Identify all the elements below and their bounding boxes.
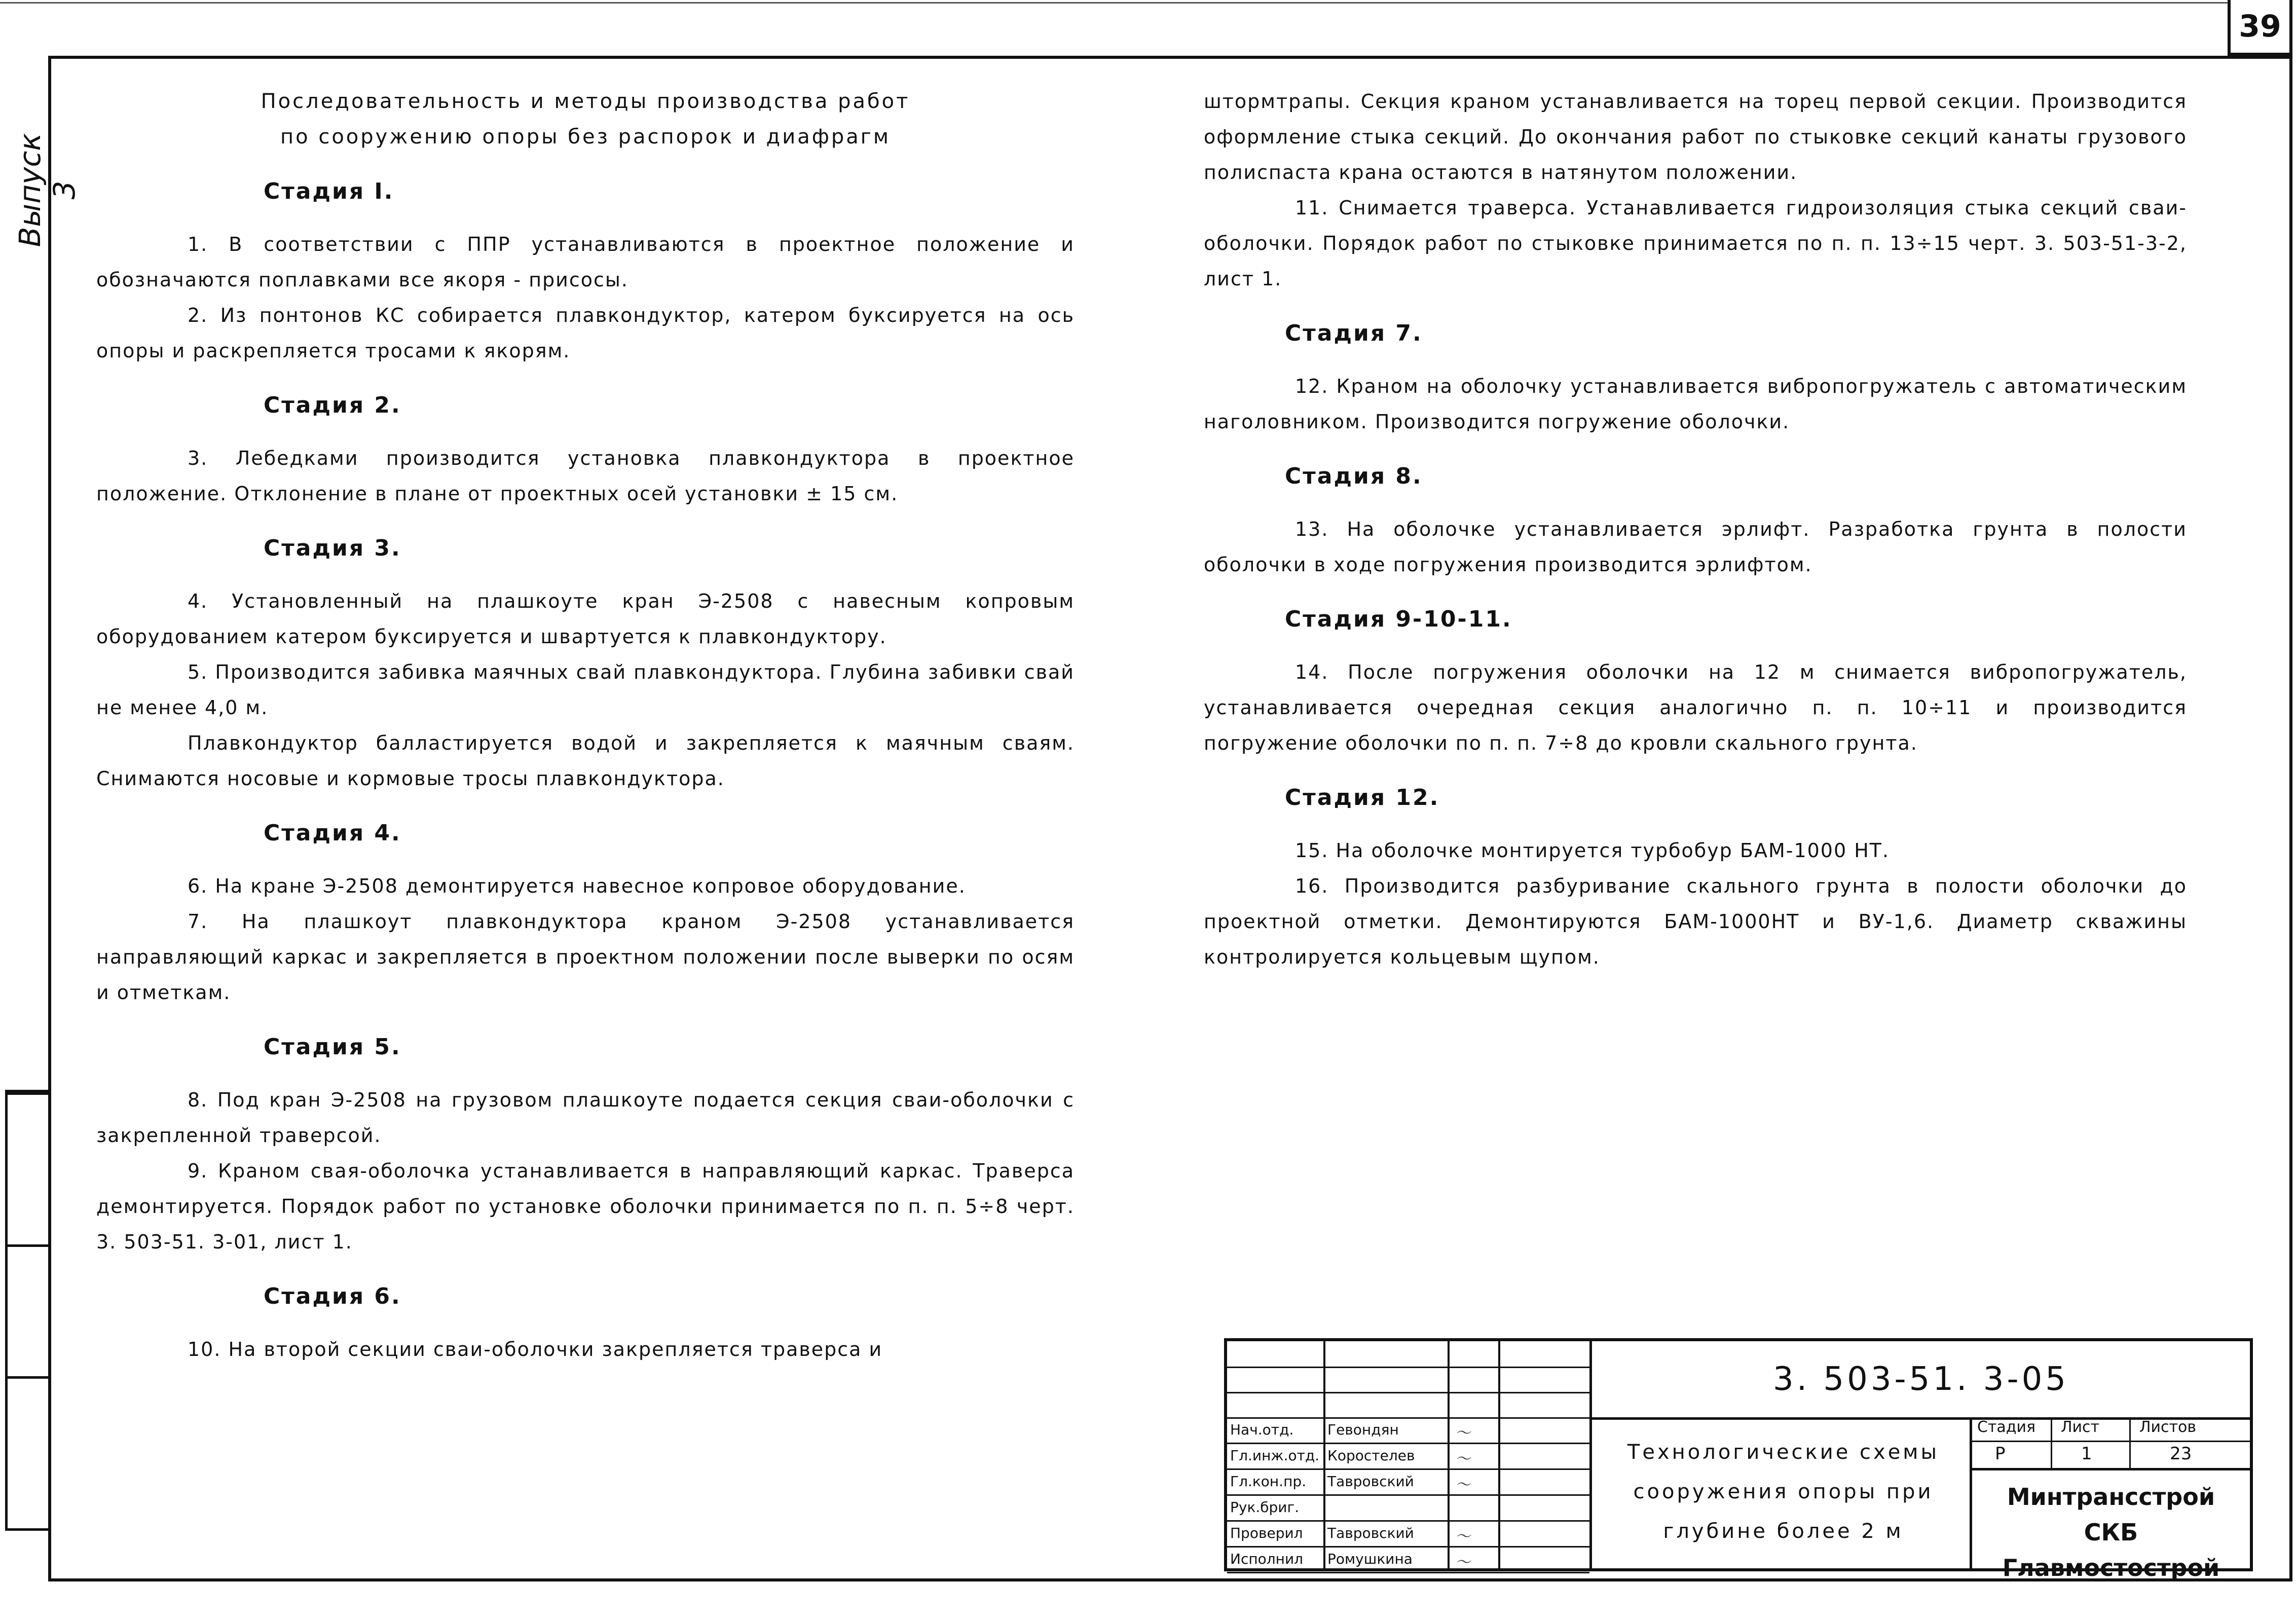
stage-header: Стадия	[1977, 1418, 2036, 1436]
approval-name: Коростелев	[1327, 1447, 1415, 1464]
approval-name: Тавровский	[1327, 1473, 1414, 1490]
step-paragraph: штормтрапы. Секция краном устанавливается на торец первой секции. Производится оформление стыка секций. До окончания работ по стыковке секций канаты грузового полиспаста крана остаются в натянутом положении.	[1204, 90, 2187, 183]
stage-heading: Стадия 7.	[1285, 320, 1423, 346]
approval-row	[1227, 1547, 1589, 1573]
signature-mark: 〜	[1455, 1528, 1470, 1545]
step-paragraph: Плавкондуктор балластируется водой и закрепляется к маячным сваям. Снимаются носовые и кормовые тросы плавкондуктора.	[96, 732, 1075, 790]
step-paragraph: 14. После погружения оболочки на 12 м снимается вибропогружатель, устанавливается очередная секция аналогично п. п. 10÷11 и производится погружение оболочки по п. п. 7÷8 до кровли скального грунта.	[1204, 661, 2187, 754]
approval-role: Рук.бриг.	[1230, 1499, 1300, 1516]
organization-bureau: СКБ Главмостострой	[2002, 1519, 2220, 1581]
sheet-value: 1	[2081, 1444, 2092, 1464]
organization-ministry: Минтрансстрой	[2007, 1483, 2215, 1511]
stage-heading: Стадия 5.	[264, 1034, 401, 1060]
left-column-body	[96, 174, 1075, 1367]
document-name-line: Технологические схемы	[1627, 1441, 1940, 1464]
stage-heading: Стадия 4.	[264, 820, 401, 846]
step-paragraph: 15. На оболочке монтируется турбобур БАМ-1000 НТ.	[1295, 839, 1890, 862]
step-paragraph: 4. Установленный на плашкоуте кран Э-2508 с навесным копровым оборудованием катером буксируется и швартуется к плавкондуктору.	[96, 590, 1075, 648]
approval-name: Гевондян	[1327, 1421, 1399, 1438]
heading-line-2: по сооружению опоры без распорок и диафрагм	[280, 125, 891, 149]
sheet-header: Лист	[2061, 1418, 2100, 1436]
step-paragraph: 8. Под кран Э-2508 на грузовом плашкоуте подается секция сваи-оболочки с закрепленной траверсой.	[96, 1089, 1075, 1147]
step-paragraph: 7. На плашкоут плавкондуктора краном Э-2508 устанавливается направляющий каркас и закрепляется в проектном положении после выверки по осям и отметкам.	[96, 910, 1075, 1004]
step-paragraph: 5. Производится забивка маячных свай плавкондуктора. Глубина забивки свай не менее 4,0 м.	[96, 661, 1075, 719]
document-name	[1589, 1417, 1970, 1568]
table-column-divider	[1498, 1341, 1500, 1568]
sheet-info	[1970, 1417, 2250, 1470]
step-paragraph: 2. Из понтонов КС собирается плавкондуктор, катером буксируется на ось опоры и раскрепляется тросами к якорям.	[96, 304, 1075, 362]
approval-role: Нач.отд.	[1230, 1421, 1294, 1438]
step-paragraph: 9. Краном свая-оболочка устанавливается в направляющий каркас. Траверса демонтируется. Порядок работ по установке оболочки принимается по п. п. 5÷8 черт. 3. 503-51. 3-01, лист 1.	[96, 1160, 1075, 1253]
approval-role: Гл.кон.пр.	[1230, 1473, 1307, 1490]
stage-heading: Стадия I.	[264, 178, 394, 204]
title-block	[1224, 1338, 2253, 1581]
heading-line-1: Последовательность и методы производства работ	[261, 90, 910, 113]
approval-row	[1227, 1469, 1589, 1496]
approval-role: Исполнил	[1230, 1551, 1304, 1567]
signature-mark: 〜	[1455, 1476, 1470, 1494]
blank-row	[1227, 1392, 1589, 1419]
right-text-column	[1204, 84, 2187, 975]
step-paragraph: 1. В соответствии с ППР устанавливаются в проектное положение и обозначаются поплавками все якоря - присосы.	[96, 233, 1075, 291]
sheets-value: 23	[2170, 1444, 2192, 1464]
stage-heading: Стадия 8.	[1285, 463, 1423, 489]
approval-name: Тавровский	[1327, 1525, 1414, 1541]
step-paragraph: 12. Краном на оболочку устанавливается вибропогружатель с автоматическим наголовником. Производится погружение оболочки.	[1204, 375, 2187, 433]
approval-row	[1227, 1417, 1589, 1444]
table-column-divider	[1323, 1341, 1325, 1568]
step-paragraph: 13. На оболочке устанавливается эрлифт. Разработка грунта в полости оболочки в ходе погружения производится эрлифтом.	[1204, 518, 2187, 576]
approval-table	[1227, 1341, 1589, 1571]
document-name-line: сооружения опоры при	[1633, 1480, 1934, 1503]
step-paragraph: 6. На кране Э-2508 демонтируется навесное копровое оборудование.	[188, 875, 966, 897]
left-text-column	[96, 84, 1075, 1367]
step-paragraph: 10. На второй секции сваи-оболочки закрепляется траверса и	[188, 1338, 883, 1360]
table-column-divider	[1448, 1341, 1450, 1568]
stage-heading: Стадия 2.	[264, 392, 401, 418]
stage-heading: Стадия 12.	[1285, 785, 1440, 811]
binding-strip-divider	[8, 1092, 51, 1095]
step-paragraph: 16. Производится разбуривание скального грунта в полости оболочки до проектной отметки. Демонтируются БАМ-1000НТ и ВУ-1,6. Диаметр скважины контролируется кольцевым щупом.	[1204, 875, 2187, 968]
signature-mark: 〜	[1455, 1554, 1470, 1571]
step-paragraph: 11. Снимается траверса. Устанавливается гидроизоляция стыка секций сваи-оболочки. Порядок работ по стыковке принимается по п. п. 13÷15 черт. 3. 503-51-3-2, лист 1.	[1204, 197, 2187, 290]
stage-heading: Стадия 9-10-11.	[1285, 606, 1512, 632]
approval-role: Проверил	[1230, 1525, 1303, 1541]
blank-row	[1227, 1367, 1589, 1393]
organization	[1970, 1468, 2250, 1581]
document-code: 3. 503-51. 3-05	[1589, 1341, 2250, 1420]
binding-strip	[5, 1090, 48, 1531]
approval-name: Ромушкина	[1327, 1551, 1413, 1567]
side-stamp: Выпуск 3	[13, 133, 82, 247]
blank-row	[1227, 1341, 1589, 1368]
approval-row	[1227, 1495, 1589, 1522]
signature-mark: 〜	[1455, 1450, 1470, 1468]
top-border-line	[0, 2, 2228, 4]
approval-row	[1227, 1521, 1589, 1548]
step-paragraph: 3. Лебедками производится установка плавкондуктора в проектное положение. Отклонение в плане от проектных осей установки ± 15 см.	[96, 447, 1075, 505]
stage-heading: Стадия 3.	[264, 535, 401, 561]
binding-strip-divider	[8, 1376, 51, 1379]
stage-value: Р	[1995, 1444, 2006, 1464]
approval-row	[1227, 1443, 1589, 1470]
page-number: 39	[2228, 0, 2292, 56]
approval-role: Гл.инж.отд.	[1230, 1447, 1320, 1464]
right-column-body	[1204, 84, 2187, 975]
sheets-header: Листов	[2139, 1418, 2197, 1436]
stage-heading: Стадия 6.	[264, 1283, 401, 1309]
signature-mark: 〜	[1455, 1424, 1470, 1442]
binding-strip-divider	[8, 1244, 51, 1247]
document-name-line: глубине более 2 м	[1663, 1520, 1904, 1543]
